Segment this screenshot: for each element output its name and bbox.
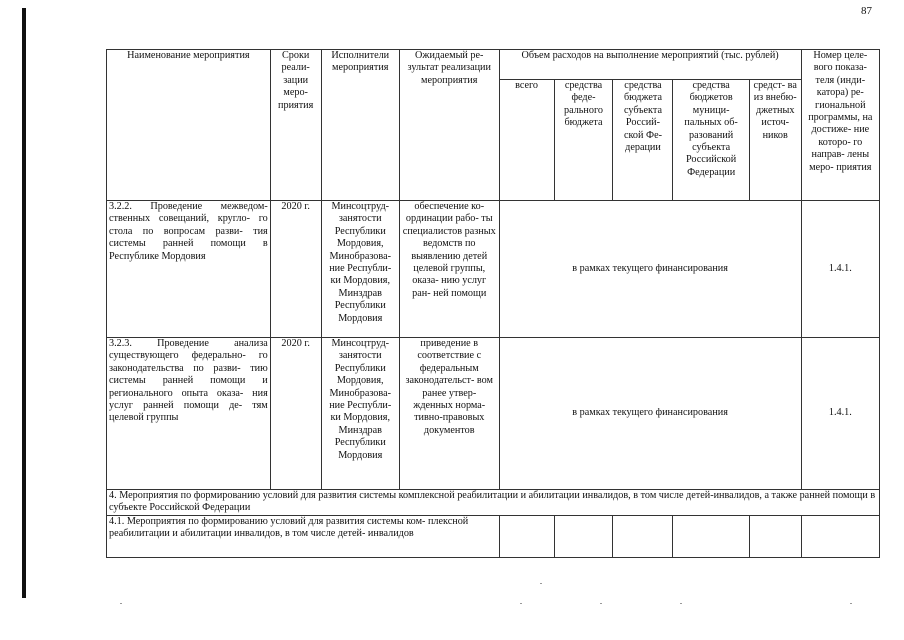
row-deadline: 2020 г. bbox=[270, 338, 321, 490]
row-name: 3.2.2. Проведение межведом- ственных совещаний, кругло- го стола по вопросам разви- тия системы ранней помощи в Республике Мордовия bbox=[107, 201, 271, 338]
row-funding: в рамках текущего финансирования bbox=[499, 338, 801, 490]
header-subject-budget: средства бюджета субъекта Россий- ской Фе- дерации bbox=[613, 80, 673, 201]
header-indicator: Номер целе- вого показа- теля (инди- катора) ре- гиональной программы, на достиже- ние которо- го направ- лены меро- приятия bbox=[801, 50, 879, 201]
row-executors: Минсоцтруд- занятости Республики Мордовия, Минобразова- ние Республи- ки Мордовия, Минздрав Республики Мордовия bbox=[321, 338, 399, 490]
row-deadline: 2020 г. bbox=[270, 201, 321, 338]
expenses-table bbox=[106, 49, 880, 558]
row-name: 3.2.3. Проведение анализа существующего федерально- го законодательства по разви- тию системы ранней помощи и регионального опыта оказа- ния услуг ранней помощи де- тям целевой группы bbox=[107, 338, 271, 490]
table-row bbox=[107, 338, 880, 490]
item-4-1: 4.1. Мероприятия по формированию условий для развития системы ком- плексной реабилитации и абилитации инвалидов, в том числе детей- инвалидов bbox=[107, 516, 500, 558]
row-indicator: 1.4.1. bbox=[801, 201, 879, 338]
header-deadline: Сроки реали- зации меро- приятия bbox=[270, 50, 321, 201]
item-4-1-offbudget bbox=[749, 516, 801, 558]
header-expected-result: Ожидаемый ре- зультат реализации мероприятия bbox=[399, 50, 499, 201]
header-offbudget: средст- ва из внебю- джетных источ- ников bbox=[749, 80, 801, 201]
header-name: Наименование мероприятия bbox=[107, 50, 271, 201]
row-result: приведение в соответствие с федеральным законодательст- вом ранее утвер- жденных норма- тивно-правовых документов bbox=[399, 338, 499, 490]
header-expenses: Объем расходов на выполнение мероприятий (тыс. рублей) bbox=[499, 50, 801, 80]
row-executors: Минсоцтруд- занятости Республики Мордовия, Минобразова- ние Республи- ки Мордовия, Минздрав Республики Мордовия bbox=[321, 201, 399, 338]
header-federal-budget: средства феде- рального бюджета bbox=[554, 80, 613, 201]
item-4-1-subject bbox=[613, 516, 673, 558]
item-4-1-federal bbox=[554, 516, 613, 558]
item-4-1-municipal bbox=[673, 516, 749, 558]
page-number: 87 bbox=[861, 5, 872, 17]
table-row bbox=[107, 516, 880, 558]
header-executors: Исполнители мероприятия bbox=[321, 50, 399, 201]
section-4-title: 4. Мероприятия по формированию условий для развития системы комплексной реабилитации и абилитации инвалидов, в том числе детей-инвалидов, а также ранней помощи в субъекте Российской Федерации bbox=[107, 490, 880, 516]
header-municipal-budget: средства бюджетов муници- пальных об- разований субъекта Российской Федерации bbox=[673, 80, 749, 201]
row-result: обеспечение ко- ординации рабо- ты специалистов разных ведомств по выявлению детей целевой группы, оказа- нию услуг ран- ней помощи bbox=[399, 201, 499, 338]
left-margin-bar bbox=[22, 8, 26, 598]
item-4-1-total bbox=[499, 516, 554, 558]
item-4-1-indicator bbox=[801, 516, 879, 558]
table-row bbox=[107, 201, 880, 338]
header-total: всего bbox=[499, 80, 554, 201]
row-indicator: 1.4.1. bbox=[801, 338, 879, 490]
row-funding: в рамках текущего финансирования bbox=[499, 201, 801, 338]
